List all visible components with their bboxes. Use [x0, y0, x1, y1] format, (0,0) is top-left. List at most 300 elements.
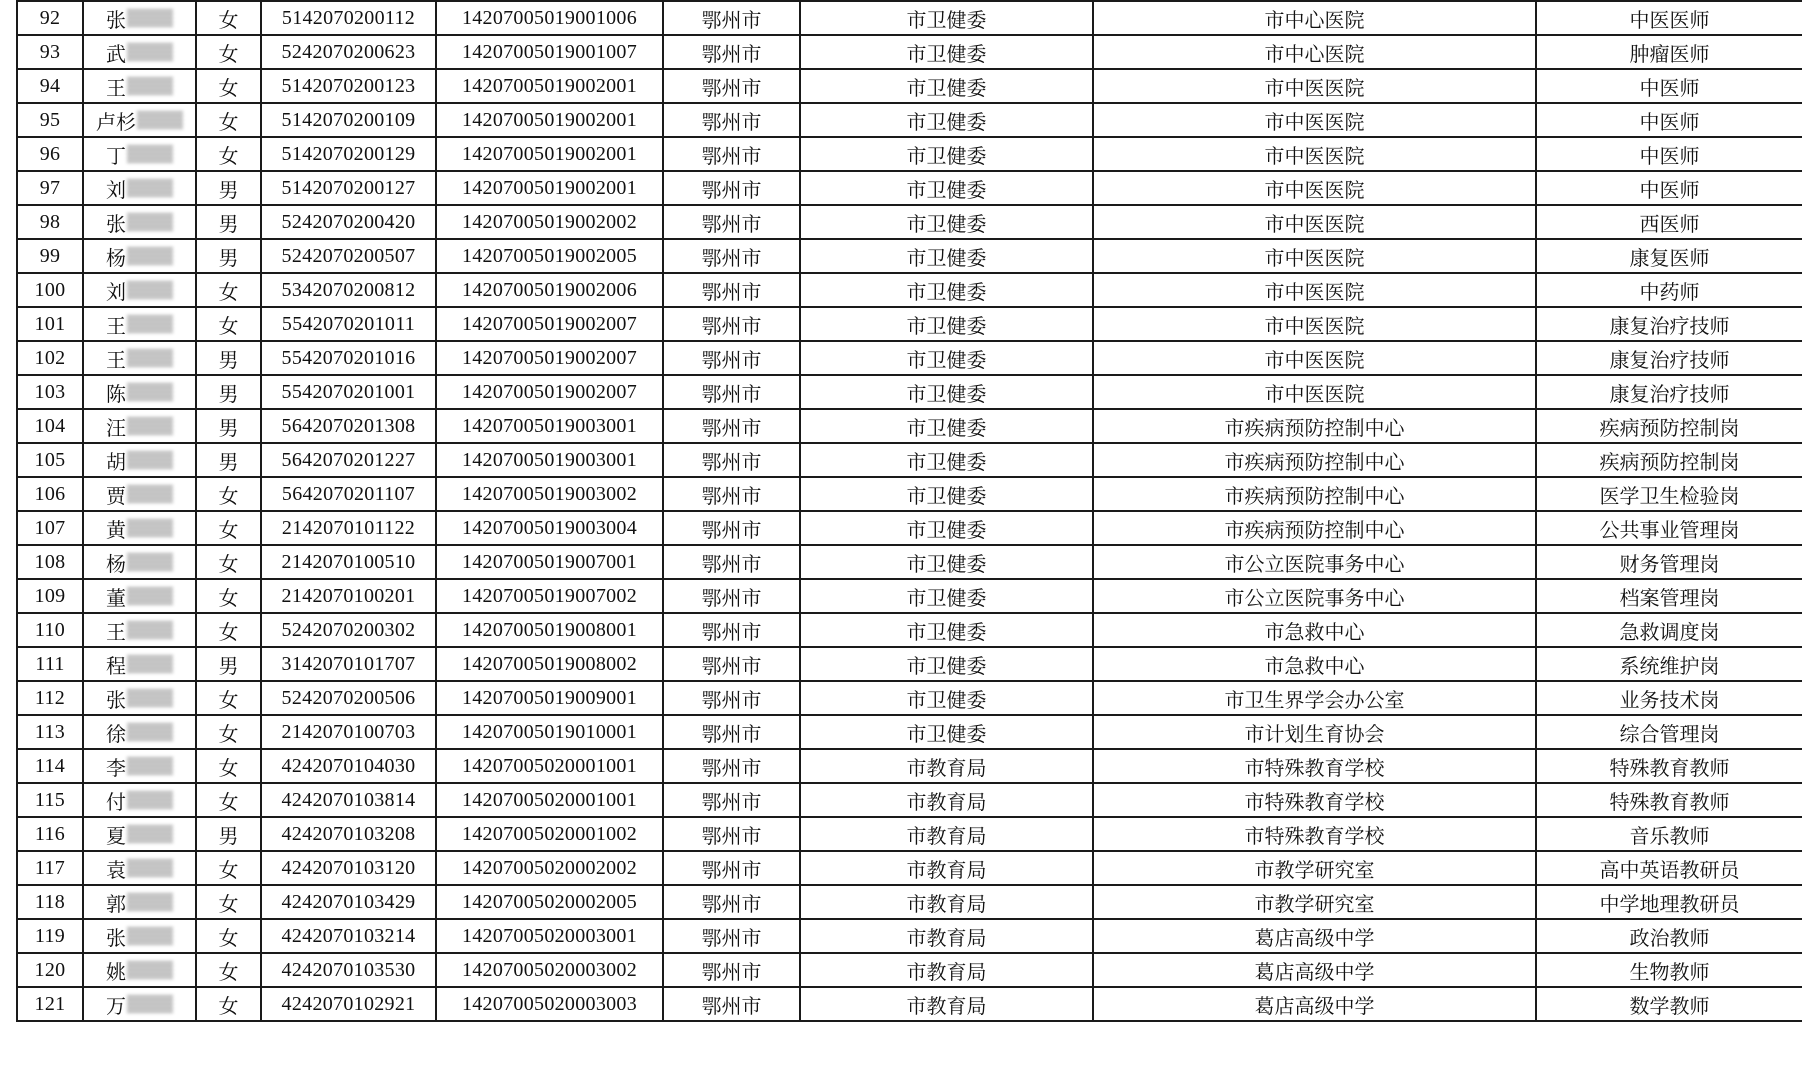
- exam-number-cell: 4242070103530: [261, 953, 436, 987]
- position-code-cell: 14207005019008002: [436, 647, 663, 681]
- position-code-cell: 14207005019003004: [436, 511, 663, 545]
- unit-cell: 葛店高级中学: [1093, 987, 1536, 1021]
- name-cell: [83, 307, 196, 341]
- seq-cell: 95: [17, 103, 83, 137]
- seq-cell: 113: [17, 715, 83, 749]
- city-cell: 鄂州市: [663, 137, 800, 171]
- table-row: [17, 103, 1802, 137]
- department-cell: 市卫健委: [800, 477, 1093, 511]
- position-cell: 公共事业管理岗: [1536, 511, 1802, 545]
- exam-number-cell: 5642070201107: [261, 477, 436, 511]
- gender-cell: 女: [196, 613, 261, 647]
- exam-number-cell: 4242070103814: [261, 783, 436, 817]
- department-cell: 市卫健委: [800, 341, 1093, 375]
- seq-cell: 120: [17, 953, 83, 987]
- position-cell: 疾病预防控制岗: [1536, 409, 1802, 443]
- table-row: [17, 171, 1802, 205]
- unit-cell: 市中医医院: [1093, 273, 1536, 307]
- redaction-blur: [127, 247, 173, 265]
- name-cell: [83, 239, 196, 273]
- position-code-cell: 14207005020003002: [436, 953, 663, 987]
- seq-cell: 106: [17, 477, 83, 511]
- table-row: [17, 35, 1802, 69]
- position-cell: 中医师: [1536, 171, 1802, 205]
- position-code-cell: 14207005019002001: [436, 103, 663, 137]
- position-code-cell: 14207005020002002: [436, 851, 663, 885]
- exam-number-cell: 2142070100703: [261, 715, 436, 749]
- name-surname: 张: [106, 925, 126, 950]
- position-cell: 特殊教育教师: [1536, 749, 1802, 783]
- city-cell: 鄂州市: [663, 613, 800, 647]
- position-code-cell: 14207005019003002: [436, 477, 663, 511]
- seq-cell: 97: [17, 171, 83, 205]
- exam-number-cell: 3142070101707: [261, 647, 436, 681]
- gender-cell: 男: [196, 205, 261, 239]
- name-surname: 万: [106, 993, 126, 1018]
- redaction-blur: [127, 723, 173, 741]
- unit-cell: 市急救中心: [1093, 613, 1536, 647]
- position-cell: 西医师: [1536, 205, 1802, 239]
- seq-cell: 112: [17, 681, 83, 715]
- exam-number-cell: 5242070200420: [261, 205, 436, 239]
- city-cell: 鄂州市: [663, 375, 800, 409]
- department-cell: 市卫健委: [800, 239, 1093, 273]
- position-code-cell: 14207005020001002: [436, 817, 663, 851]
- gender-cell: 女: [196, 307, 261, 341]
- seq-cell: 99: [17, 239, 83, 273]
- department-cell: 市卫健委: [800, 681, 1093, 715]
- position-cell: 康复医师: [1536, 239, 1802, 273]
- redaction-blur: [127, 43, 173, 61]
- name-cell: [83, 511, 196, 545]
- position-cell: 档案管理岗: [1536, 579, 1802, 613]
- position-cell: 综合管理岗: [1536, 715, 1802, 749]
- seq-cell: 96: [17, 137, 83, 171]
- name-surname: 杨: [106, 245, 126, 270]
- redaction-blur: [127, 655, 173, 673]
- unit-cell: 市特殊教育学校: [1093, 749, 1536, 783]
- unit-cell: 市教学研究室: [1093, 851, 1536, 885]
- unit-cell: 市中医医院: [1093, 307, 1536, 341]
- city-cell: 鄂州市: [663, 273, 800, 307]
- unit-cell: 市中医医院: [1093, 205, 1536, 239]
- redaction-blur: [127, 77, 173, 95]
- exam-number-cell: 5142070200129: [261, 137, 436, 171]
- roster-table: [16, 0, 1802, 1022]
- city-cell: 鄂州市: [663, 579, 800, 613]
- unit-cell: 市疾病预防控制中心: [1093, 409, 1536, 443]
- position-code-cell: 14207005020001001: [436, 783, 663, 817]
- department-cell: 市卫健委: [800, 205, 1093, 239]
- unit-cell: 市中心医院: [1093, 35, 1536, 69]
- city-cell: 鄂州市: [663, 817, 800, 851]
- redaction-blur: [127, 825, 173, 843]
- exam-number-cell: 5542070201016: [261, 341, 436, 375]
- table-row: [17, 919, 1802, 953]
- redaction-blur: [127, 995, 173, 1013]
- table-row: [17, 579, 1802, 613]
- city-cell: 鄂州市: [663, 511, 800, 545]
- position-code-cell: 14207005019002007: [436, 307, 663, 341]
- position-code-cell: 14207005020002005: [436, 885, 663, 919]
- seq-cell: 108: [17, 545, 83, 579]
- unit-cell: 市疾病预防控制中心: [1093, 511, 1536, 545]
- department-cell: 市卫健委: [800, 715, 1093, 749]
- table-row: [17, 885, 1802, 919]
- position-code-cell: 14207005019002001: [436, 171, 663, 205]
- exam-number-cell: 4242070103214: [261, 919, 436, 953]
- name-surname: 程: [106, 653, 126, 678]
- name-cell: [83, 715, 196, 749]
- department-cell: 市教育局: [800, 919, 1093, 953]
- name-cell: [83, 69, 196, 103]
- gender-cell: 男: [196, 239, 261, 273]
- department-cell: 市卫健委: [800, 1, 1093, 35]
- position-cell: 肿瘤医师: [1536, 35, 1802, 69]
- table-row: [17, 239, 1802, 273]
- position-cell: 中药师: [1536, 273, 1802, 307]
- gender-cell: 女: [196, 953, 261, 987]
- seq-cell: 115: [17, 783, 83, 817]
- exam-number-cell: 2142070101122: [261, 511, 436, 545]
- department-cell: 市教育局: [800, 987, 1093, 1021]
- city-cell: 鄂州市: [663, 307, 800, 341]
- position-code-cell: 14207005019008001: [436, 613, 663, 647]
- position-code-cell: 14207005019002001: [436, 137, 663, 171]
- department-cell: 市教育局: [800, 851, 1093, 885]
- name-cell: [83, 953, 196, 987]
- redaction-blur: [127, 927, 173, 945]
- department-cell: 市卫健委: [800, 443, 1093, 477]
- gender-cell: 女: [196, 137, 261, 171]
- table-row: [17, 647, 1802, 681]
- unit-cell: 市中医医院: [1093, 69, 1536, 103]
- department-cell: 市卫健委: [800, 409, 1093, 443]
- gender-cell: 女: [196, 851, 261, 885]
- seq-cell: 101: [17, 307, 83, 341]
- name-cell: [83, 35, 196, 69]
- table-row: [17, 443, 1802, 477]
- redaction-blur: [127, 621, 173, 639]
- position-cell: 疾病预防控制岗: [1536, 443, 1802, 477]
- redaction-blur: [127, 213, 173, 231]
- seq-cell: 103: [17, 375, 83, 409]
- gender-cell: 男: [196, 817, 261, 851]
- gender-cell: 女: [196, 273, 261, 307]
- table-row: [17, 681, 1802, 715]
- exam-number-cell: 5642070201308: [261, 409, 436, 443]
- position-code-cell: 14207005019007002: [436, 579, 663, 613]
- city-cell: 鄂州市: [663, 103, 800, 137]
- name-cell: [83, 783, 196, 817]
- exam-number-cell: 5542070201011: [261, 307, 436, 341]
- gender-cell: 女: [196, 103, 261, 137]
- name-surname: 汪: [106, 415, 126, 440]
- department-cell: 市卫健委: [800, 35, 1093, 69]
- table-row: [17, 375, 1802, 409]
- name-surname: 杨: [106, 551, 126, 576]
- unit-cell: 市中医医院: [1093, 375, 1536, 409]
- exam-number-cell: 4242070103120: [261, 851, 436, 885]
- seq-cell: 93: [17, 35, 83, 69]
- position-code-cell: 14207005019002002: [436, 205, 663, 239]
- department-cell: 市教育局: [800, 953, 1093, 987]
- exam-number-cell: 5142070200123: [261, 69, 436, 103]
- exam-number-cell: 5342070200812: [261, 273, 436, 307]
- name-surname: 黄: [106, 517, 126, 542]
- table-row: [17, 341, 1802, 375]
- name-cell: [83, 137, 196, 171]
- redaction-blur: [127, 145, 173, 163]
- name-cell: [83, 681, 196, 715]
- gender-cell: 男: [196, 443, 261, 477]
- city-cell: 鄂州市: [663, 443, 800, 477]
- department-cell: 市卫健委: [800, 579, 1093, 613]
- table-row: [17, 613, 1802, 647]
- table-row: [17, 851, 1802, 885]
- department-cell: 市卫健委: [800, 69, 1093, 103]
- position-cell: 康复治疗技师: [1536, 341, 1802, 375]
- unit-cell: 市特殊教育学校: [1093, 817, 1536, 851]
- position-cell: 数学教师: [1536, 987, 1802, 1021]
- redaction-blur: [127, 893, 173, 911]
- table-row: [17, 205, 1802, 239]
- table-row: [17, 987, 1802, 1021]
- name-cell: [83, 851, 196, 885]
- seq-cell: 117: [17, 851, 83, 885]
- seq-cell: 100: [17, 273, 83, 307]
- gender-cell: 女: [196, 69, 261, 103]
- exam-number-cell: 5242070200507: [261, 239, 436, 273]
- seq-cell: 104: [17, 409, 83, 443]
- position-code-cell: 14207005019002007: [436, 375, 663, 409]
- city-cell: 鄂州市: [663, 35, 800, 69]
- city-cell: 鄂州市: [663, 749, 800, 783]
- unit-cell: 市中心医院: [1093, 1, 1536, 35]
- exam-number-cell: 2142070100510: [261, 545, 436, 579]
- position-cell: 生物教师: [1536, 953, 1802, 987]
- city-cell: 鄂州市: [663, 851, 800, 885]
- redaction-blur: [127, 859, 173, 877]
- city-cell: 鄂州市: [663, 647, 800, 681]
- redaction-blur: [127, 757, 173, 775]
- gender-cell: 女: [196, 477, 261, 511]
- name-cell: [83, 375, 196, 409]
- city-cell: 鄂州市: [663, 681, 800, 715]
- gender-cell: 男: [196, 171, 261, 205]
- name-surname: 王: [106, 347, 126, 372]
- position-code-cell: 14207005019010001: [436, 715, 663, 749]
- department-cell: 市教育局: [800, 885, 1093, 919]
- position-cell: 中医师: [1536, 103, 1802, 137]
- seq-cell: 107: [17, 511, 83, 545]
- position-code-cell: 14207005020001001: [436, 749, 663, 783]
- department-cell: 市卫健委: [800, 613, 1093, 647]
- gender-cell: 男: [196, 647, 261, 681]
- table-row: [17, 477, 1802, 511]
- name-cell: [83, 205, 196, 239]
- city-cell: 鄂州市: [663, 953, 800, 987]
- table-row: [17, 1, 1802, 35]
- name-surname: 李: [106, 755, 126, 780]
- unit-cell: 市公立医院事务中心: [1093, 545, 1536, 579]
- name-surname: 王: [106, 75, 126, 100]
- city-cell: 鄂州市: [663, 69, 800, 103]
- unit-cell: 市公立医院事务中心: [1093, 579, 1536, 613]
- city-cell: 鄂州市: [663, 477, 800, 511]
- name-surname: 贾: [106, 483, 126, 508]
- redaction-blur: [127, 689, 173, 707]
- seq-cell: 121: [17, 987, 83, 1021]
- name-surname: 卢杉: [96, 109, 136, 134]
- gender-cell: 女: [196, 783, 261, 817]
- position-code-cell: 14207005019003001: [436, 443, 663, 477]
- position-code-cell: 14207005019002006: [436, 273, 663, 307]
- name-cell: [83, 477, 196, 511]
- exam-number-cell: 4242070103208: [261, 817, 436, 851]
- name-cell: [83, 817, 196, 851]
- name-surname: 丁: [106, 143, 126, 168]
- gender-cell: 女: [196, 35, 261, 69]
- gender-cell: 女: [196, 545, 261, 579]
- city-cell: 鄂州市: [663, 783, 800, 817]
- name-cell: [83, 987, 196, 1021]
- name-surname: 刘: [106, 279, 126, 304]
- unit-cell: 市中医医院: [1093, 103, 1536, 137]
- name-cell: [83, 273, 196, 307]
- city-cell: 鄂州市: [663, 545, 800, 579]
- exam-number-cell: 5242070200623: [261, 35, 436, 69]
- unit-cell: 葛店高级中学: [1093, 919, 1536, 953]
- table-row: [17, 817, 1802, 851]
- name-surname: 武: [106, 41, 126, 66]
- gender-cell: 女: [196, 987, 261, 1021]
- name-cell: [83, 579, 196, 613]
- name-surname: 袁: [106, 857, 126, 882]
- table-row: [17, 137, 1802, 171]
- department-cell: 市卫健委: [800, 103, 1093, 137]
- exam-number-cell: 5642070201227: [261, 443, 436, 477]
- gender-cell: 男: [196, 341, 261, 375]
- position-cell: 中医师: [1536, 69, 1802, 103]
- position-code-cell: 14207005019002005: [436, 239, 663, 273]
- unit-cell: 市中医医院: [1093, 341, 1536, 375]
- city-cell: 鄂州市: [663, 1, 800, 35]
- unit-cell: 市中医医院: [1093, 137, 1536, 171]
- redaction-blur: [127, 417, 173, 435]
- table-row: [17, 749, 1802, 783]
- position-cell: 医学卫生检验岗: [1536, 477, 1802, 511]
- position-cell: 中学地理教研员: [1536, 885, 1802, 919]
- department-cell: 市卫健委: [800, 307, 1093, 341]
- seq-cell: 98: [17, 205, 83, 239]
- position-code-cell: 14207005019002001: [436, 69, 663, 103]
- redaction-blur: [127, 349, 173, 367]
- position-cell: 康复治疗技师: [1536, 375, 1802, 409]
- name-cell: [83, 749, 196, 783]
- position-cell: 急救调度岗: [1536, 613, 1802, 647]
- position-code-cell: 14207005019001006: [436, 1, 663, 35]
- seq-cell: 119: [17, 919, 83, 953]
- name-cell: [83, 341, 196, 375]
- name-surname: 胡: [106, 449, 126, 474]
- name-surname: 张: [106, 211, 126, 236]
- department-cell: 市教育局: [800, 817, 1093, 851]
- unit-cell: 市急救中心: [1093, 647, 1536, 681]
- redaction-blur: [127, 485, 173, 503]
- position-cell: 中医医师: [1536, 1, 1802, 35]
- exam-number-cell: 4242070103429: [261, 885, 436, 919]
- name-cell: [83, 171, 196, 205]
- name-surname: 刘: [106, 177, 126, 202]
- exam-number-cell: 2142070100201: [261, 579, 436, 613]
- redaction-blur: [127, 383, 173, 401]
- unit-cell: 市计划生育协会: [1093, 715, 1536, 749]
- name-surname: 姚: [106, 959, 126, 984]
- city-cell: 鄂州市: [663, 409, 800, 443]
- exam-number-cell: 5142070200109: [261, 103, 436, 137]
- seq-cell: 92: [17, 1, 83, 35]
- city-cell: 鄂州市: [663, 715, 800, 749]
- gender-cell: 女: [196, 579, 261, 613]
- position-code-cell: 14207005020003001: [436, 919, 663, 953]
- seq-cell: 109: [17, 579, 83, 613]
- roster-table-body: [17, 1, 1802, 1021]
- redaction-blur: [127, 791, 173, 809]
- exam-number-cell: 4242070104030: [261, 749, 436, 783]
- gender-cell: 女: [196, 1, 261, 35]
- position-cell: 业务技术岗: [1536, 681, 1802, 715]
- position-cell: 政治教师: [1536, 919, 1802, 953]
- seq-cell: 111: [17, 647, 83, 681]
- gender-cell: 男: [196, 409, 261, 443]
- position-cell: 高中英语教研员: [1536, 851, 1802, 885]
- table-row: [17, 409, 1802, 443]
- name-surname: 王: [106, 313, 126, 338]
- name-cell: [83, 545, 196, 579]
- exam-number-cell: 5542070201001: [261, 375, 436, 409]
- seq-cell: 94: [17, 69, 83, 103]
- name-cell: [83, 647, 196, 681]
- department-cell: 市卫健委: [800, 511, 1093, 545]
- redaction-blur: [127, 961, 173, 979]
- position-code-cell: 14207005019003001: [436, 409, 663, 443]
- table-row: [17, 273, 1802, 307]
- city-cell: 鄂州市: [663, 171, 800, 205]
- position-code-cell: 14207005020003003: [436, 987, 663, 1021]
- name-cell: [83, 409, 196, 443]
- city-cell: 鄂州市: [663, 341, 800, 375]
- redaction-blur: [127, 519, 173, 537]
- position-cell: 系统维护岗: [1536, 647, 1802, 681]
- redaction-blur: [127, 553, 173, 571]
- city-cell: 鄂州市: [663, 239, 800, 273]
- department-cell: 市卫健委: [800, 375, 1093, 409]
- city-cell: 鄂州市: [663, 919, 800, 953]
- position-code-cell: 14207005019001007: [436, 35, 663, 69]
- name-surname: 陈: [106, 381, 126, 406]
- department-cell: 市教育局: [800, 749, 1093, 783]
- position-cell: 中医师: [1536, 137, 1802, 171]
- name-cell: [83, 1, 196, 35]
- name-surname: 张: [106, 7, 126, 32]
- name-surname: 张: [106, 687, 126, 712]
- gender-cell: 男: [196, 375, 261, 409]
- gender-cell: 女: [196, 749, 261, 783]
- unit-cell: 市特殊教育学校: [1093, 783, 1536, 817]
- exam-number-cell: 5142070200127: [261, 171, 436, 205]
- table-row: [17, 953, 1802, 987]
